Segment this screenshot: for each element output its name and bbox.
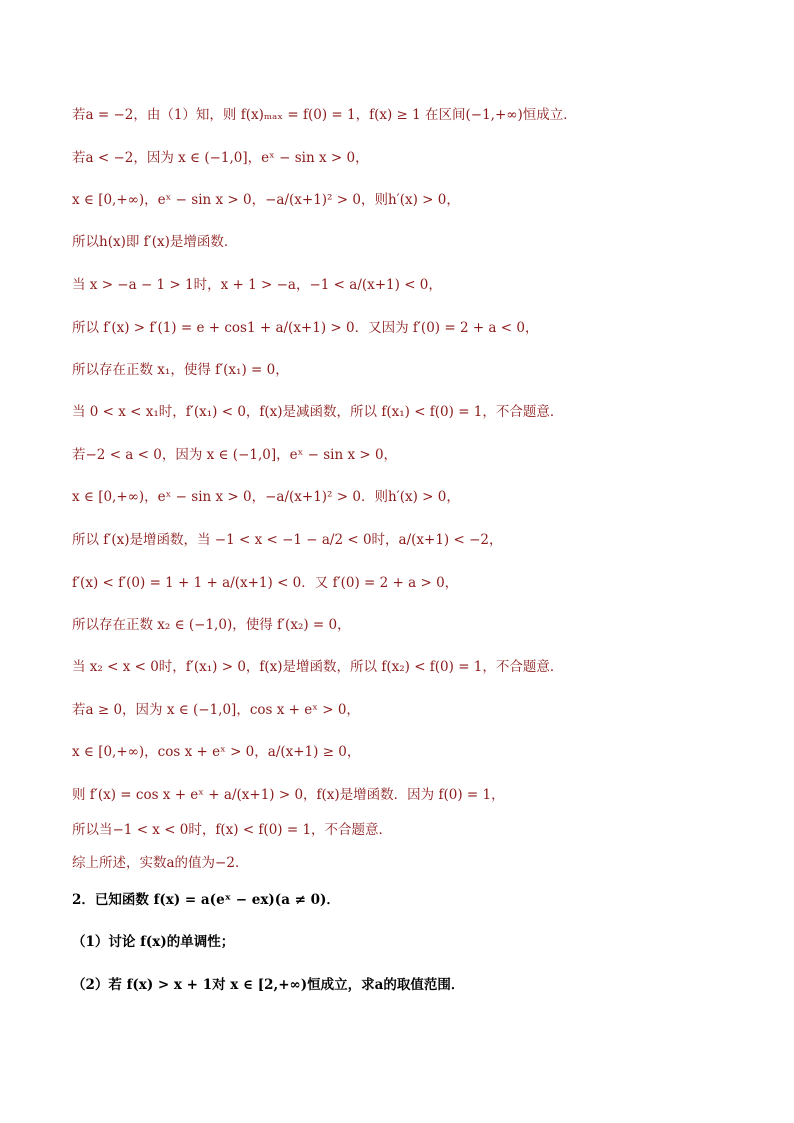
solution-line: 若−2 < a < 0，因为 x ∈ (−1,0]，eˣ − sin x > 0， [72, 447, 398, 463]
solution-line: 若a = −2，由（1）知，则 f(x)ₘₐₓ = f(0) = 1，f(x) ≥ 1 在区间(−1,+∞)恒成立． [72, 107, 577, 123]
solution-line: x ∈ [0,+∞)，cos x + eˣ > 0，a/(x+1) ≥ 0， [72, 744, 361, 760]
problem-statement: 2．已知函数 f(x) = a(eˣ − ex)(a ≠ 0)． [72, 892, 340, 908]
solution-line: x ∈ [0,+∞)，eˣ − sin x > 0，−a/(x+1)² > 0，则h′(x) > 0， [72, 192, 460, 208]
solution-line: 若a ≥ 0，因为 x ∈ (−1,0]，cos x + eˣ > 0， [72, 702, 360, 718]
solution-line: 当 x₂ < x < 0时，f′(x₁) > 0，f(x)是增函数，所以 f(x₂) < f(0) = 1，不合题意． [72, 659, 564, 675]
solution-line: 当 x > −a − 1 > 1时，x + 1 > −a，−1 < a/(x+1) < 0， [72, 277, 442, 293]
solution-line: f′(x) < f′(0) = 1 + 1 + a/(x+1) < 0．又 f′(0) = 2 + a > 0， [72, 575, 459, 591]
solution-line: 所以存在正数 x₁，使得 f′(x₁) = 0， [72, 362, 289, 378]
solution-line: 所以h(x)即 f′(x)是增函数． [72, 234, 238, 250]
solution-line: 当 0 < x < x₁时，f′(x₁) < 0，f(x)是减函数，所以 f(x₁) < f(0) = 1，不合题意． [72, 404, 564, 420]
solution-line: 所以 f′(x) > f′(1) = e + cos1 + a/(x+1) > 0．又因为 f′(0) = 2 + a < 0， [72, 320, 539, 336]
solution-line: 所以 f′(x)是增函数，当 −1 < x < −1 − a/2 < 0时，a/(x+1) < −2， [72, 532, 503, 548]
solution-line: x ∈ [0,+∞)，eˣ − sin x > 0，−a/(x+1)² > 0．则h′(x) > 0， [72, 489, 460, 505]
problem-part-1: （1）讨论 f(x)的单调性； [72, 934, 235, 950]
problem-part-2: （2）若 f(x) > x + 1对 x ∈ [2,+∞)恒成立，求a的取值范围． [72, 977, 465, 993]
solution-line: 所以存在正数 x₂ ∈ (−1,0)，使得 f′(x₂) = 0， [72, 617, 351, 633]
solution-line: 则 f′(x) = cos x + eˣ + a/(x+1) > 0，f(x)是增函数．因为 f(0) = 1， [72, 787, 505, 803]
conclusion-line: 综上所述，实数a的值为−2． [72, 855, 249, 871]
solution-line: 若a < −2，因为 x ∈ (−1,0]，eˣ − sin x > 0， [72, 150, 369, 166]
solution-line: 所以当−1 < x < 0时，f(x) < f(0) = 1，不合题意． [72, 822, 393, 838]
